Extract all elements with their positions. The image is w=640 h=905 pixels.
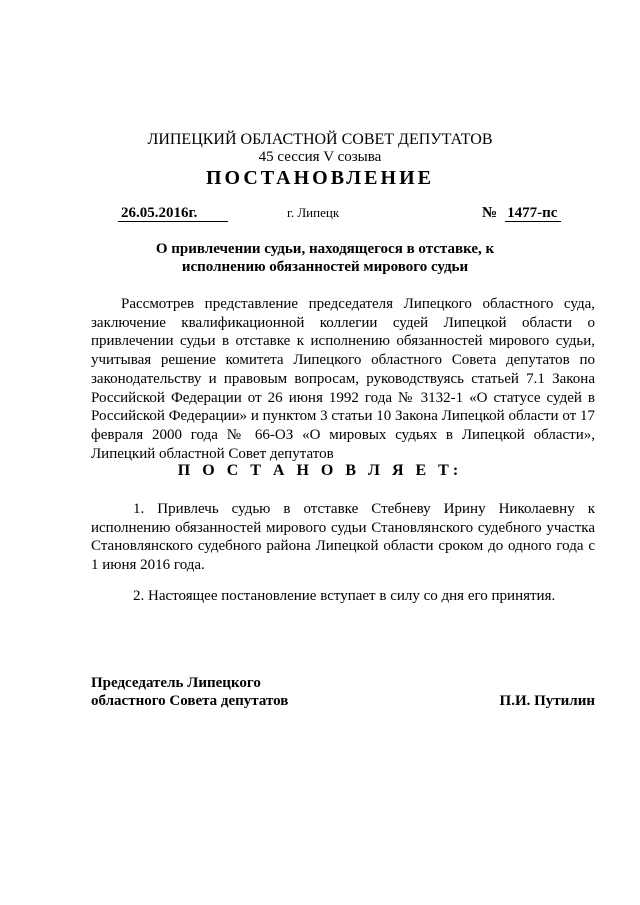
council-name: ЛИПЕЦКИЙ ОБЛАСТНОЙ СОВЕТ ДЕПУТАТОВ — [147, 131, 493, 148]
resolves-heading: П О С Т А Н О В Л Я Е Т: — [177, 462, 463, 479]
signatory-title-line-2: областного Совета депутатов — [91, 693, 289, 709]
document-subject: О привлечении судьи, находящегося в отставке, к исполнению обязанностей мирового судьи — [155, 241, 495, 275]
document-number-block — [482, 205, 561, 222]
signatory-name: П.И. Путилин — [499, 693, 595, 709]
document-type-title: ПОСТАНОВЛЕНИЕ — [206, 167, 434, 189]
document-meta-row — [0, 205, 640, 223]
resolution-item-1: 1. Привлечь судью в отставке Стебневу Ирину Николаевну к исполнению обязанностей мирового судьи Становлянского судебного участка Становлянского судебного района Липецкой области сроком до одного года с 1 июня 2016 года. — [91, 501, 595, 574]
signatory-title-line-1: Председатель Липецкого — [91, 675, 261, 691]
preamble-paragraph: Рассмотрев представление председателя Липецкого областного суда, заключение квалификационной коллегии судей Липецкой области о привлечении судьи в отставке к исполнению обязанностей мирового судьи, учитывая решение комитета Липецкого областного Совета депутатов по законодательству и правовым вопросам, руководствуясь статьей 7.1 Закона Российской Федерации от 26 июня 1992 года № 3132-1 «О статусе судей в Российской Федерации» и пунктом 3 статьи 10 Закона Липецкой области от 17 февраля 2000 года № 66-ОЗ «О мировых судьях в Липецкой области», Липецкий областной Совет депутатов — [91, 296, 595, 462]
resolution-item-2: 2. Настоящее постановление вступает в силу со дня его принятия. — [133, 588, 556, 604]
number-sign: № — [482, 205, 498, 221]
document-date: 26.05.2016г. — [118, 205, 228, 222]
session-line: 45 сессия V созыва — [258, 149, 382, 165]
document-city: г. Липецк — [287, 205, 340, 220]
signatory-title — [91, 674, 288, 710]
document-number: 1477-пс — [505, 205, 561, 222]
